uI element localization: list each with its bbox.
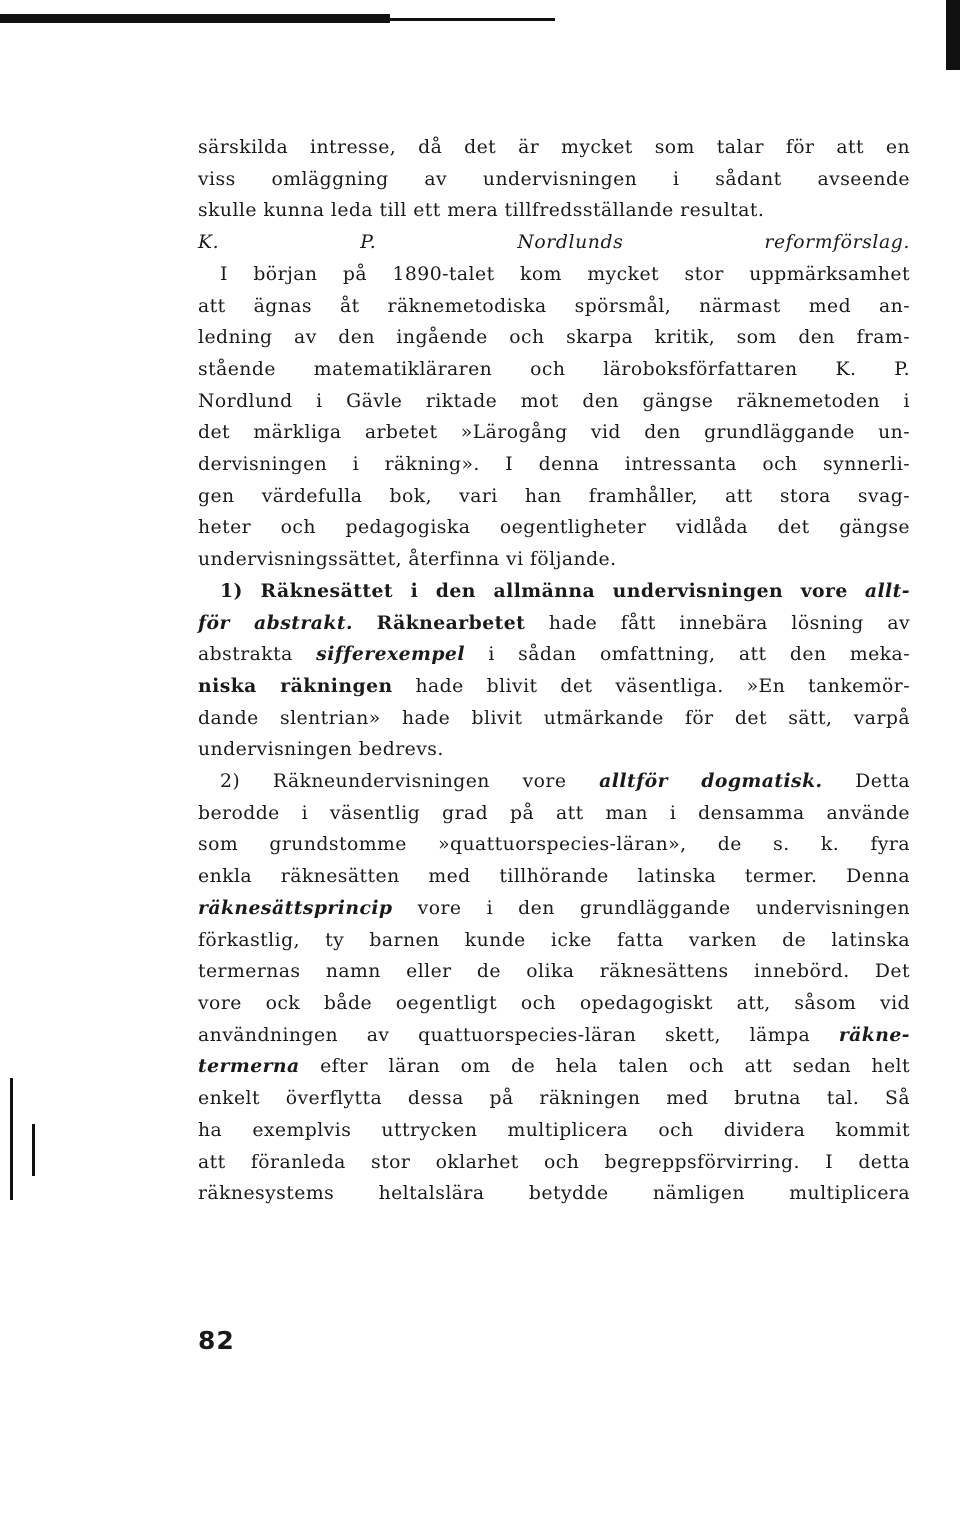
text-line: undervisningen bedrevs. (198, 739, 444, 761)
section-heading: K. P. Nordlunds reformförslag. (198, 232, 910, 254)
text-line: I början på 1890-talet kom mycket stor uppmärksamhet (220, 263, 910, 285)
text-span: efter läran om de hela talen och att sedan helt (320, 1056, 910, 1078)
text-line: Nordlund i Gävle riktade mot den gängse räknemetoden i (198, 390, 910, 412)
emphasis: allt- (864, 579, 911, 602)
emphasis: för abstrakt. (198, 611, 353, 634)
text-line: undervisningssättet, återfinna vi följande. (198, 549, 617, 571)
scan-top-bar-thin (390, 18, 555, 21)
text-line (198, 893, 910, 925)
text-line: det märkliga arbetet »Lärogång vid den grundläggande un- (198, 422, 910, 444)
text-line (198, 608, 910, 640)
text-line: gen värdefulla bok, vari han framhåller, att stora svag- (198, 485, 910, 507)
bold-phrase: 1) Räknesättet i den allmänna undervisningen vore (220, 579, 848, 602)
text-span: i sådan omfattning, att den meka- (488, 644, 910, 666)
text-line: viss omläggning av undervisningen i sådant avseende (198, 168, 910, 190)
text-line: förkastlig, ty barnen kunde icke fatta varken de latinska (198, 929, 910, 951)
scan-corner-mark (946, 0, 960, 70)
text-span: användningen av quattuorspecies-läran skett, lämpa (198, 1024, 811, 1046)
text-line: ledning av den ingående och skarpa kritik, som den fram- (198, 327, 910, 349)
text-span: Detta (855, 771, 911, 793)
text-line: dande slentrian» hade blivit utmärkande för det sätt, varpå (198, 707, 910, 729)
page-body (198, 132, 910, 1210)
text-span: hade fått innebära lösning av (548, 612, 911, 634)
text-line: enkelt överflytta dessa på räkningen med brutna tal. Så (198, 1088, 910, 1110)
text-line: skulle kunna leda till ett mera tillfredsställande resultat. (198, 200, 765, 222)
text-line: berodde i väsentlig grad på att man i densamma använde (198, 802, 910, 824)
text-line (198, 671, 910, 703)
text-line: att föranleda stor oklarhet och begreppsförvirring. I detta (198, 1151, 910, 1173)
text-span: vore i den grundläggande undervisningen (417, 897, 910, 919)
emphasis: alltför dogmatisk. (599, 770, 823, 793)
text-line: som grundstomme »quattuorspecies-läran», de s. k. fyra (198, 834, 910, 856)
text-line: enkla räknesätten med tillhörande latinska termer. Denna (198, 866, 910, 888)
text-line: dervisningen i räkning». I denna intressanta och synnerli- (198, 454, 910, 476)
emphasis: termerna (198, 1055, 300, 1078)
text-line: räknesystems heltalslära betydde nämligen multiplicera (198, 1183, 910, 1205)
bold-phrase: niska räkningen (198, 674, 393, 697)
text-line: att ägnas åt räknemetodiska spörsmål, närmast med an- (198, 295, 910, 317)
emphasis: sifferexempel (316, 643, 465, 666)
text-line: särskilda intresse, då det är mycket som talar för att en (198, 137, 910, 158)
text-span: 2) Räkneundervisningen vore (220, 771, 567, 793)
text-line: stående matematikläraren och läroboksförfattaren K. P. (198, 358, 910, 380)
emphasis: räkne- (838, 1023, 911, 1046)
page-number: 82 (198, 1326, 235, 1355)
text-span: hade blivit det väsentliga. »En tankemör- (415, 675, 910, 697)
margin-rule (10, 1078, 13, 1200)
text-line: vore ock både oegentligt och opedagogiskt att, såsom vid (198, 992, 910, 1014)
text-line (198, 576, 910, 608)
scan-top-bar (0, 14, 390, 23)
text-line (198, 1051, 910, 1083)
text-line: termernas namn eller de olika räknesättens innebörd. Det (198, 961, 910, 983)
text-line (198, 1020, 910, 1052)
emphasis: räknesättsprincip (198, 896, 393, 919)
bold-phrase: Räknearbetet (376, 611, 526, 634)
text-line: heter och pedagogiska oegentligheter vidlåda det gängse (198, 517, 910, 539)
text-line: ha exemplvis uttrycken multiplicera och dividera kommit (198, 1119, 910, 1141)
text-line (198, 766, 910, 798)
margin-rule (32, 1124, 35, 1176)
text-line (198, 639, 910, 671)
text-span: abstrakta (198, 644, 293, 666)
